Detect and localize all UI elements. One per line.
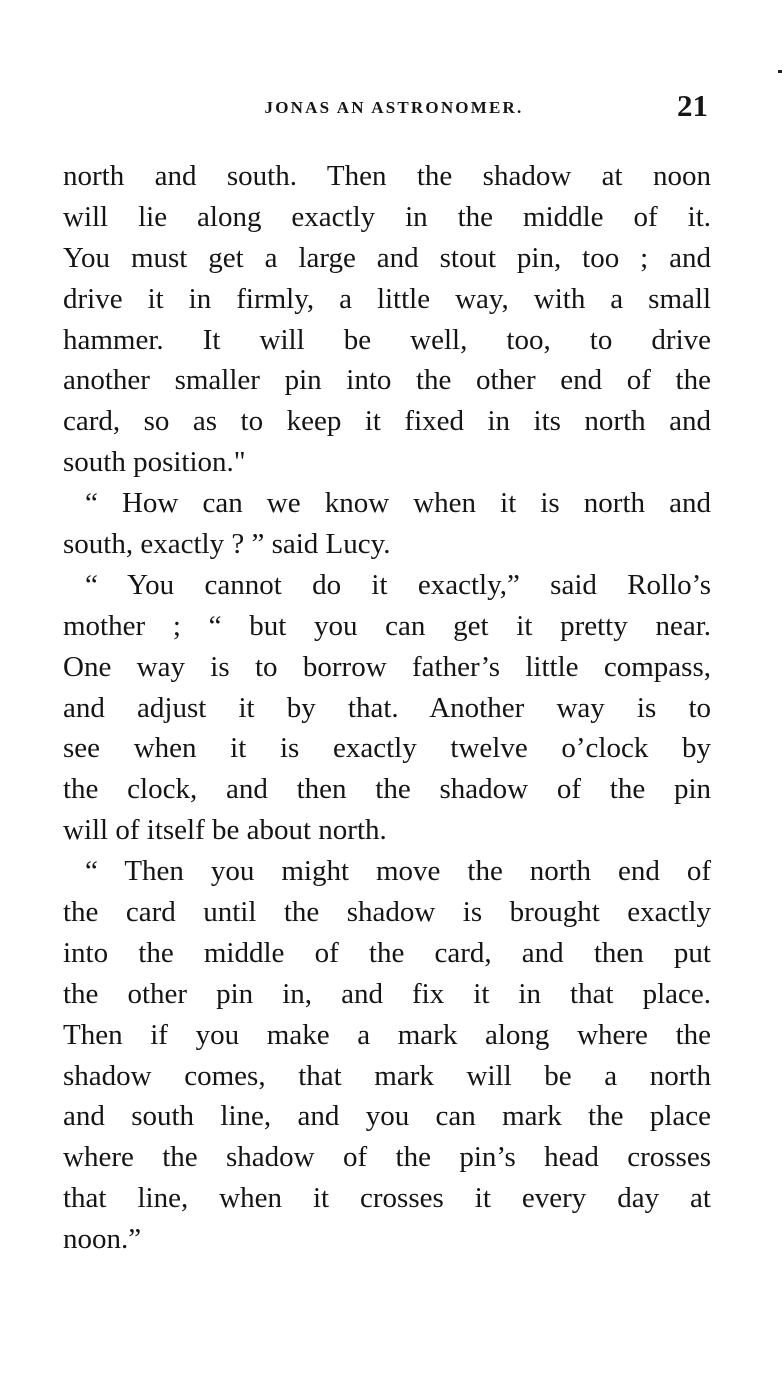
text-line: where the shadow of the pin’s head crosses (63, 1141, 711, 1174)
text-line: card, so as to keep it fixed in its north and (63, 405, 711, 438)
text-line: mother ; “ but you can get it pretty near. (63, 609, 711, 642)
text-line: and adjust it by that. Another way is to (63, 691, 711, 724)
text-line: the card until the shadow is brought exactly (63, 896, 711, 929)
text-line: that line, when it crosses it every day at (63, 1182, 711, 1215)
text-line: the other pin in, and fix it in that place. (63, 977, 711, 1010)
text-line: see when it is exactly twelve o’clock by (63, 732, 711, 765)
text-line: “ You cannot do it exactly,” said Rollo’s (85, 568, 711, 601)
body-text (63, 156, 711, 1260)
page-number: 21 (677, 88, 708, 123)
text-line: another smaller pin into the other end of the (63, 364, 711, 397)
print-mark (778, 70, 782, 73)
text-line: into the middle of the card, and then put (63, 936, 711, 969)
text-line: Then if you make a mark along where the (63, 1018, 711, 1051)
text-line: “ How can we know when it is north and (85, 487, 711, 520)
running-title: JONAS AN ASTRONOMER. (264, 98, 524, 117)
text-line: will of itself be about north. (63, 814, 387, 847)
text-line: shadow comes, that mark will be a north (63, 1059, 711, 1092)
text-line: hammer. It will be well, too, to drive (63, 323, 711, 356)
text-line: will lie along exactly in the middle of it. (63, 200, 711, 233)
text-line: “ Then you might move the north end of (85, 855, 711, 888)
text-line: noon.” (63, 1223, 142, 1256)
text-line: drive it in firmly, a little way, with a small (63, 282, 711, 315)
text-line: One way is to borrow father’s little compass, (63, 650, 711, 683)
text-line: You must get a large and stout pin, too ; and (63, 241, 711, 274)
text-line: south, exactly ? ” said Lucy. (63, 528, 391, 561)
text-line: and south line, and you can mark the place (63, 1100, 711, 1133)
text-line: north and south. Then the shadow at noon (63, 160, 711, 192)
text-line: the clock, and then the shadow of the pin (63, 773, 711, 806)
running-head (64, 88, 710, 124)
text-line: south position." (63, 446, 246, 479)
